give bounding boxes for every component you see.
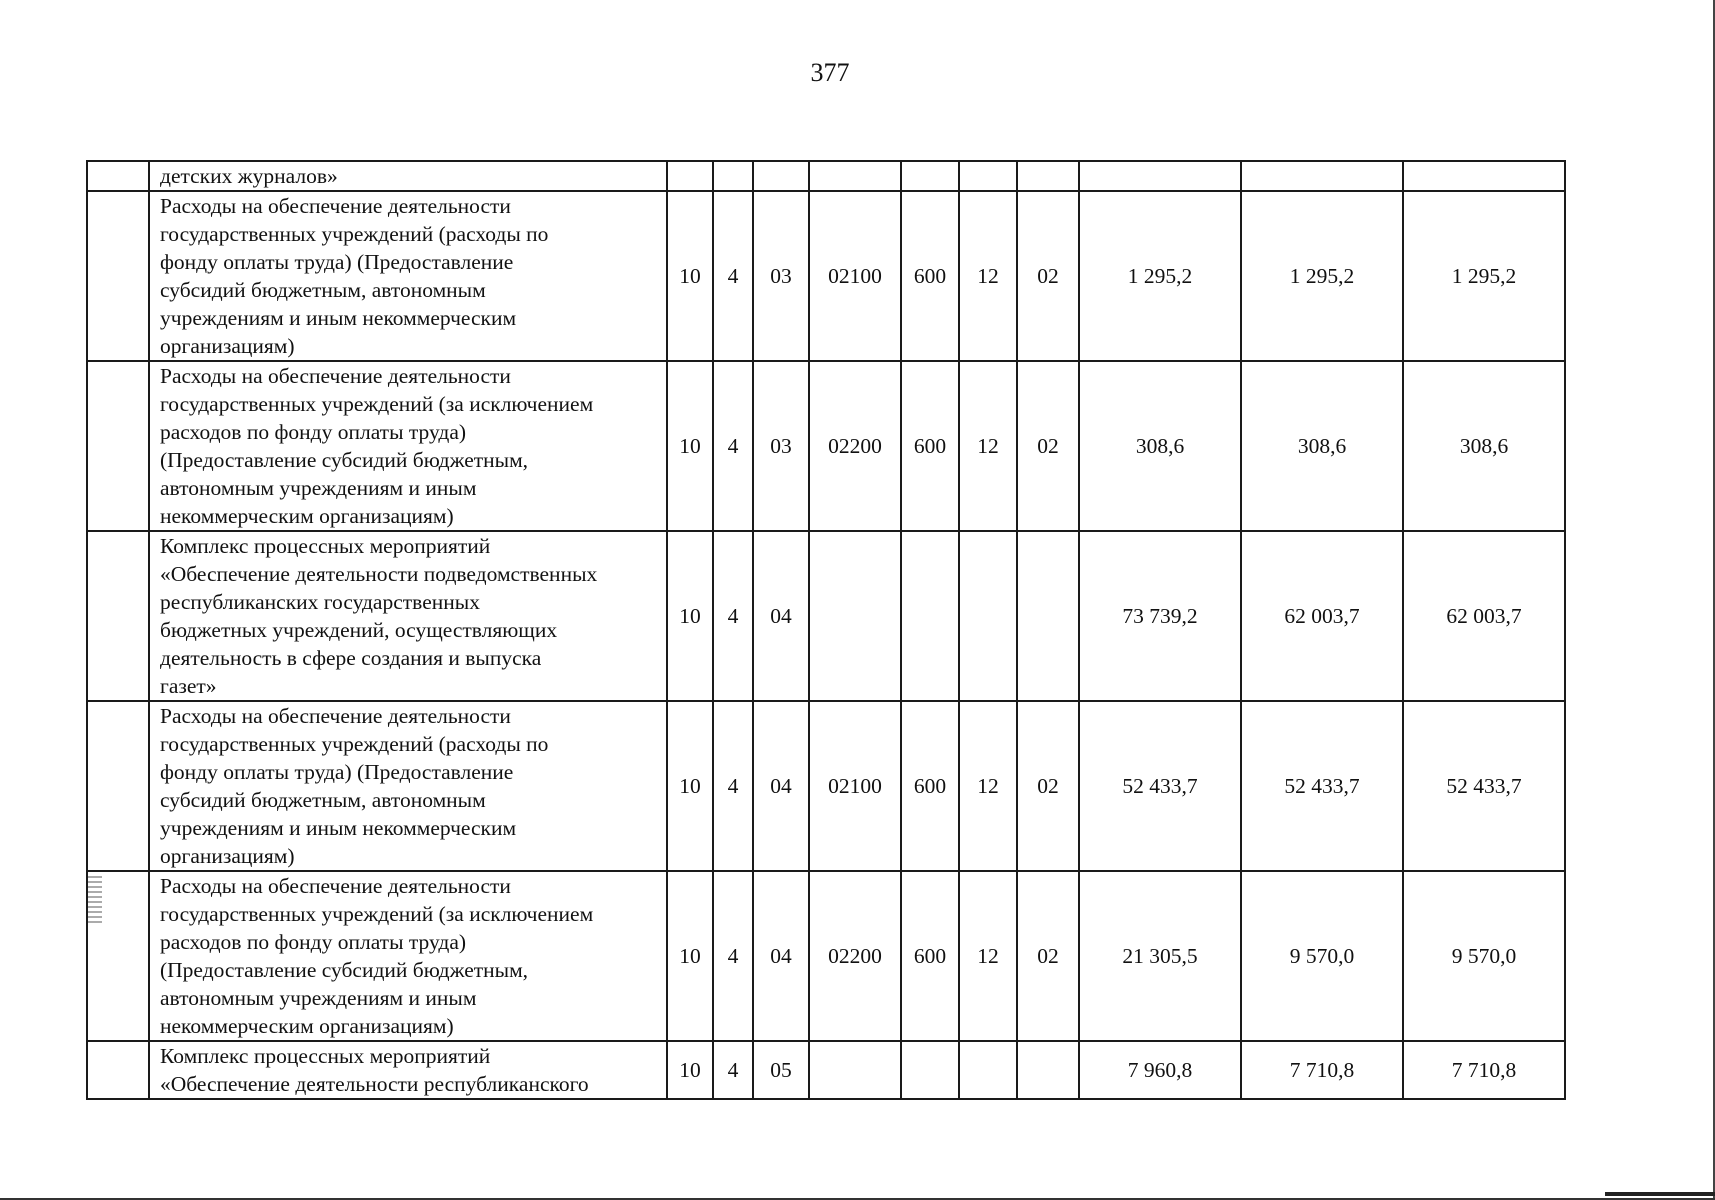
code-cell: 4 [713,361,753,531]
row-index-cell [87,701,149,871]
amount-cell: 1 295,2 [1241,191,1403,361]
code-cell: 04 [753,701,809,871]
code-cell: 600 [901,361,959,531]
table-body [87,161,1565,1099]
amount-cell: 1 295,2 [1079,191,1241,361]
code-cell: 02200 [809,361,901,531]
code-cell: 4 [713,701,753,871]
row-description: Расходы на обеспечение деятельности государственных учреждений (за исключением расходов по фонду оплаты труда) (Предоставление субсидий бюджетным, автономным учреждениям и иным некоммерческим организациям) [149,871,667,1041]
code-cell: 10 [667,191,713,361]
code-cell: 12 [959,191,1017,361]
code-cell: 02 [1017,701,1079,871]
code-cell: 10 [667,531,713,701]
code-cell: 12 [959,701,1017,871]
row-index-cell [87,361,149,531]
table-row [87,191,1565,361]
code-cell [901,531,959,701]
row-description: Комплекс процессных мероприятий «Обеспечение деятельности республиканского [149,1041,667,1099]
code-cell: 02 [1017,191,1079,361]
amount-cell: 1 295,2 [1403,191,1565,361]
row-description: Расходы на обеспечение деятельности государственных учреждений (расходы по фонду оплаты труда) (Предоставление субсидий бюджетным, автономным учреждениям и иным некоммерческим организациям) [149,191,667,361]
code-cell [667,161,713,191]
row-description: Комплекс процессных мероприятий «Обеспечение деятельности подведомственных республиканских государственных бюджетных учреждений, осуществляющих деятельность в сфере создания и выпуска газет» [149,531,667,701]
code-cell [809,161,901,191]
code-cell: 4 [713,1041,753,1099]
amount-cell: 52 433,7 [1241,701,1403,871]
code-cell: 03 [753,361,809,531]
row-index-cell [87,1041,149,1099]
code-cell: 4 [713,531,753,701]
table-row [87,1041,1565,1099]
amount-cell [1241,161,1403,191]
budget-table [86,160,1566,1100]
code-cell [901,1041,959,1099]
amount-cell: 52 433,7 [1403,701,1565,871]
code-cell: 02100 [809,701,901,871]
amount-cell: 308,6 [1403,361,1565,531]
code-cell: 04 [753,531,809,701]
code-cell [959,1041,1017,1099]
amount-cell [1079,161,1241,191]
code-cell: 600 [901,871,959,1041]
code-cell [713,161,753,191]
row-description: детских журналов» [149,161,667,191]
code-cell: 03 [753,191,809,361]
table-row [87,701,1565,871]
code-cell [1017,161,1079,191]
table-row [87,361,1565,531]
code-cell: 4 [713,871,753,1041]
code-cell [809,531,901,701]
code-cell [901,161,959,191]
amount-cell: 52 433,7 [1079,701,1241,871]
row-index-cell [87,161,149,191]
amount-cell: 9 570,0 [1241,871,1403,1041]
amount-cell: 308,6 [1079,361,1241,531]
code-cell: 12 [959,361,1017,531]
scan-smudge [88,876,102,924]
amount-cell: 308,6 [1241,361,1403,531]
amount-cell: 9 570,0 [1403,871,1565,1041]
row-description: Расходы на обеспечение деятельности государственных учреждений (расходы по фонду оплаты труда) (Предоставление субсидий бюджетным, автономным учреждениям и иным некоммерческим организациям) [149,701,667,871]
amount-cell: 62 003,7 [1403,531,1565,701]
code-cell: 10 [667,1041,713,1099]
code-cell: 4 [713,191,753,361]
code-cell: 12 [959,871,1017,1041]
amount-cell: 7 710,8 [1241,1041,1403,1099]
amount-cell: 7 960,8 [1079,1041,1241,1099]
code-cell [809,1041,901,1099]
code-cell: 600 [901,701,959,871]
code-cell: 10 [667,361,713,531]
code-cell: 10 [667,701,713,871]
code-cell: 04 [753,871,809,1041]
code-cell: 02200 [809,871,901,1041]
amount-cell: 7 710,8 [1403,1041,1565,1099]
code-cell: 10 [667,871,713,1041]
code-cell: 02 [1017,361,1079,531]
code-cell: 05 [753,1041,809,1099]
code-cell: 02 [1017,871,1079,1041]
table-row [87,531,1565,701]
amount-cell: 21 305,5 [1079,871,1241,1041]
code-cell [959,531,1017,701]
amount-cell: 62 003,7 [1241,531,1403,701]
amount-cell: 73 739,2 [1079,531,1241,701]
row-index-cell [87,191,149,361]
table-row [87,871,1565,1041]
code-cell [959,161,1017,191]
amount-cell [1403,161,1565,191]
code-cell [753,161,809,191]
table-row [87,161,1565,191]
scan-mark-bottom [1605,1192,1715,1196]
code-cell: 02100 [809,191,901,361]
row-description: Расходы на обеспечение деятельности государственных учреждений (за исключением расходов по фонду оплаты труда) (Предоставление субсидий бюджетным, автономным учреждениям и иным некоммерческим организациям) [149,361,667,531]
page-number: 377 [810,58,850,87]
code-cell [1017,1041,1079,1099]
code-cell [1017,531,1079,701]
code-cell: 600 [901,191,959,361]
row-index-cell [87,531,149,701]
